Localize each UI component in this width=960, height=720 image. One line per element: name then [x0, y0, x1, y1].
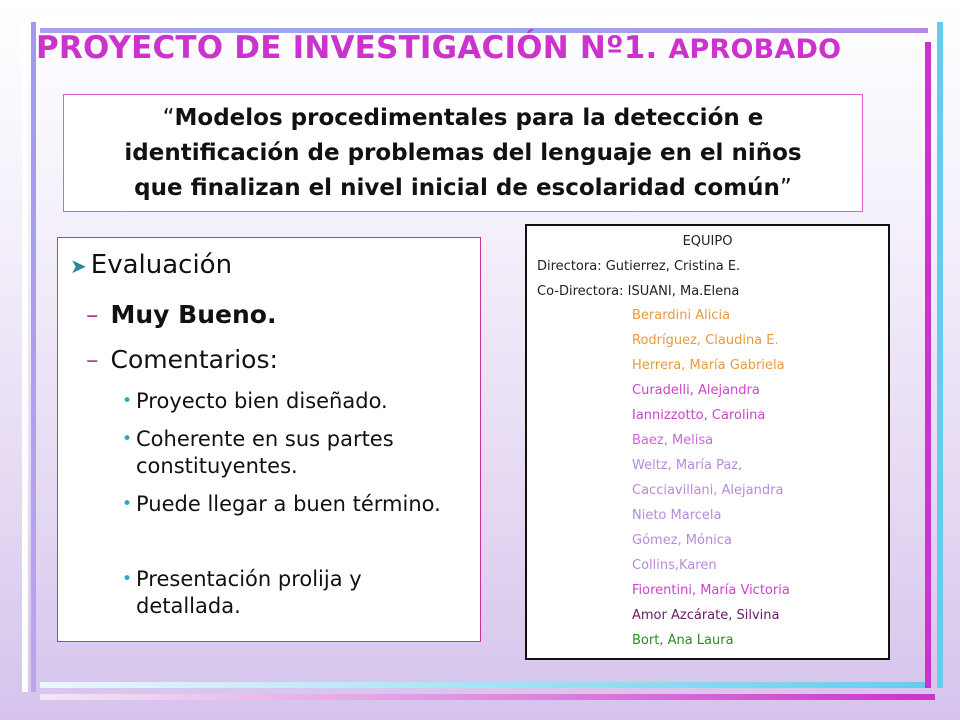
team-member: Iannizzotto, Carolina — [632, 408, 766, 423]
arrow-bullet-icon: ➤ — [70, 254, 87, 278]
rating-item — [86, 300, 276, 329]
team-panel — [525, 224, 890, 660]
title-status: APROBADO — [668, 34, 842, 65]
comment-item — [122, 388, 471, 415]
team-heading: EQUIPO — [682, 234, 733, 249]
team-member: Gómez, Mónica — [632, 533, 732, 548]
team-member: Curadelli, Alejandra — [632, 383, 760, 398]
dash-bullet: – — [86, 300, 99, 329]
right-bar-cyan — [937, 22, 943, 688]
dash-bullet: – — [86, 345, 99, 374]
dot-bullet-icon: • — [122, 569, 133, 589]
comment-item — [122, 426, 471, 480]
comment-item — [122, 566, 471, 620]
comment-item — [122, 491, 471, 518]
project-subject-text — [124, 101, 801, 206]
team-member: Amor Azcárate, Silvina — [632, 608, 780, 623]
team-member: Weltz, María Paz, — [632, 458, 743, 473]
comment-text: Proyecto bien diseñado. — [136, 389, 388, 413]
dot-bullet-icon: • — [122, 494, 133, 514]
close-quote: ” — [779, 174, 792, 201]
team-member: Cacciavillani, Alejandra — [632, 483, 784, 498]
comment-text: Puede llegar a buen término. — [136, 492, 441, 516]
comment-text: Coherente en sus partes constituyentes. — [136, 427, 394, 478]
team-member: Fiorentini, María Victoria — [632, 583, 790, 598]
left-bar-white — [22, 22, 28, 692]
subject-line-2: identificación de problemas del lenguaje en el niños — [124, 139, 802, 166]
evaluation-panel — [57, 237, 481, 642]
evaluation-heading — [70, 250, 232, 280]
subject-line-3: que finalizan el nivel inicial de escolaridad común — [134, 174, 780, 201]
bottom-bar-cyan — [40, 682, 925, 688]
comments-item — [86, 345, 278, 374]
team-member: Bort, Ana Laura — [632, 633, 734, 648]
codirector-line: Co-Directora: ISUANI, Ma.Elena — [537, 284, 740, 299]
team-member: Herrera, María Gabriela — [632, 358, 785, 373]
top-bar-white — [40, 17, 930, 23]
director-line: Directora: Gutierrez, Cristina E. — [537, 259, 741, 274]
bottom-bar-magenta — [40, 694, 935, 700]
team-member: Berardini Alicia — [632, 308, 731, 323]
page-title — [36, 30, 926, 66]
left-bar-gradient — [31, 22, 36, 692]
team-member: Rodríguez, Claudina E. — [632, 333, 779, 348]
dot-bullet-icon: • — [122, 429, 133, 449]
team-member: Nieto Marcela — [632, 508, 722, 523]
right-bar-magenta — [925, 42, 931, 688]
evaluation-heading-text: Evaluación — [90, 250, 233, 280]
team-member: Baez, Melisa — [632, 433, 714, 448]
title-main: PROYECTO DE INVESTIGACIÓN Nº1. — [36, 30, 658, 66]
dot-bullet-icon: • — [122, 391, 133, 411]
subject-line-1: Modelos procedimentales para la detección e — [174, 104, 764, 131]
rating-text: Muy Bueno. — [110, 300, 277, 329]
project-subject-box — [63, 94, 863, 212]
open-quote: “ — [162, 104, 175, 131]
team-member: Collins,Karen — [632, 558, 717, 573]
comments-label: Comentarios: — [110, 345, 278, 374]
comment-text: Presentación prolija y detallada. — [136, 567, 362, 618]
